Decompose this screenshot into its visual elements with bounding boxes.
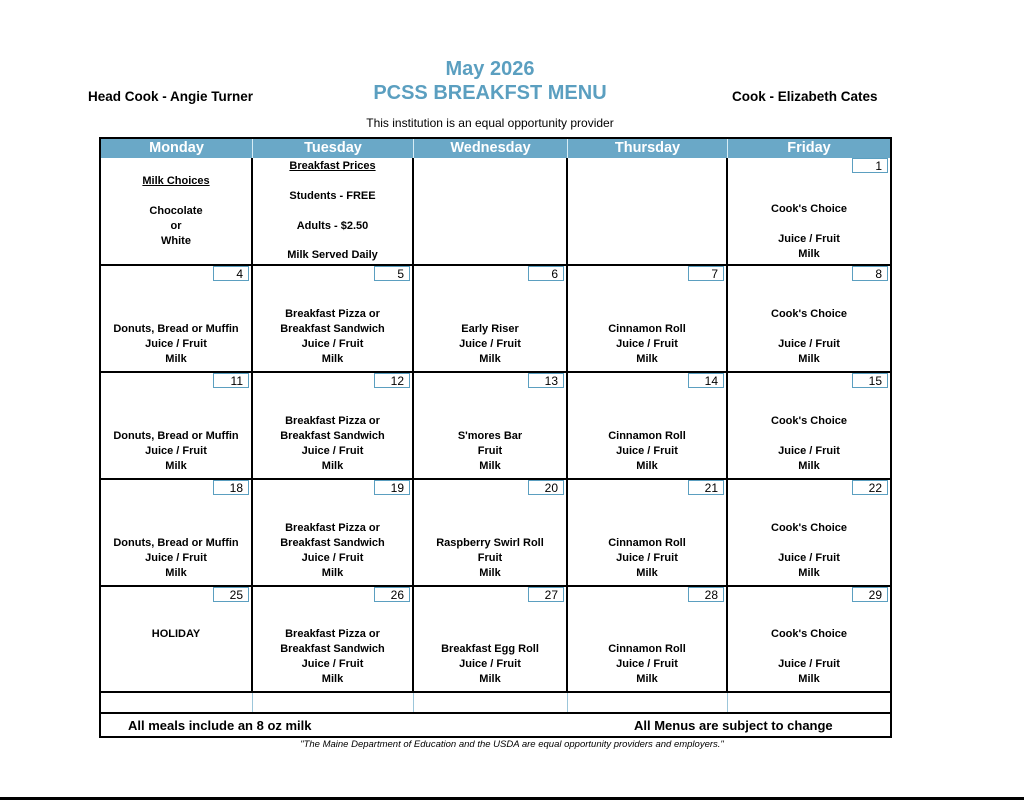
milk-choice-chocolate: Chocolate (149, 205, 203, 217)
menu-item-text: Cinnamon Roll (608, 537, 686, 549)
day-cell (568, 480, 728, 585)
menu-item-text: Milk (479, 673, 501, 685)
day-cell (253, 373, 414, 478)
spacer-cell (414, 693, 568, 712)
menu-item-text: Milk (636, 673, 658, 685)
usda-footnote: "The Maine Department of Education and the USDA are equal opportunity providers and employers." (300, 739, 724, 750)
menu-item-text: Breakfast Sandwich (280, 430, 385, 442)
menu-calendar (99, 137, 892, 738)
menu-item-text: Juice / Fruit (145, 445, 207, 457)
menu-item-text: Milk (636, 353, 658, 365)
menu-item-text: Juice / Fruit (616, 658, 678, 670)
menu-item-text: Fruit (477, 552, 503, 564)
milk-choices-title: Milk Choices (142, 175, 210, 187)
date-number: 19 (374, 480, 410, 495)
meals-include-milk-note: All meals include an 8 oz milk (128, 718, 312, 733)
spacer-cell (253, 693, 414, 712)
menus-subject-to-change-note: All Menus are subject to change (634, 718, 833, 733)
menu-item-text: Donuts, Bread or Muffin (113, 537, 239, 549)
menu-item-text: Milk (636, 567, 658, 579)
date-number: 28 (688, 587, 724, 602)
equal-opportunity-subtitle: This institution is an equal opportunity provider (366, 116, 614, 130)
menu-item-text: Milk (798, 673, 820, 685)
spacer-cell (101, 693, 253, 712)
menu-item-text: Breakfast Sandwich (280, 643, 385, 655)
milk-choice-white: White (161, 235, 191, 247)
milk-choice-or: or (170, 220, 182, 232)
menu-item-text: Cook's Choice (771, 308, 847, 320)
day-cell (253, 587, 414, 691)
date-number: 29 (852, 587, 888, 602)
student-price: Students - FREE (289, 190, 376, 202)
day-cell (728, 480, 890, 585)
menu-item-text: Milk (479, 353, 501, 365)
menu-item-text: Juice / Fruit (616, 445, 678, 457)
spacer-cell (568, 693, 728, 712)
head-cook-label: Head Cook - Angie Turner (88, 89, 254, 104)
menu-item-text: Juice / Fruit (778, 552, 840, 564)
menu-item-text: Cook's Choice (771, 203, 847, 215)
menu-item-text: Juice / Fruit (778, 233, 840, 245)
date-number: 26 (374, 587, 410, 602)
date-number: 4 (213, 266, 249, 281)
menu-item-text: Juice / Fruit (301, 552, 364, 564)
day-cell (253, 480, 414, 585)
date-number: 7 (688, 266, 724, 281)
menu-item-text: Juice / Fruit (778, 445, 840, 457)
menu-item-text: Milk (321, 567, 344, 579)
week-row (101, 478, 890, 585)
day-cell (568, 158, 728, 264)
menu-item-text: Juice / Fruit (301, 658, 364, 670)
menu-item-text: S'mores Bar (457, 430, 523, 442)
day-cell (414, 266, 568, 371)
date-number: 20 (528, 480, 564, 495)
milk-served-daily: Milk Served Daily (287, 249, 378, 261)
day-cell (414, 587, 568, 691)
menu-item-text: Cook's Choice (771, 415, 847, 427)
day-cell (414, 373, 568, 478)
day-cell (101, 480, 253, 585)
day-cell (253, 266, 414, 371)
menu-item-text: Juice / Fruit (459, 338, 521, 350)
menu-item-text: Breakfast Sandwich (280, 537, 385, 549)
menu-item-text: Breakfast Pizza or (285, 308, 380, 320)
menu-item-text: Cook's Choice (771, 628, 847, 640)
day-cell (414, 480, 568, 585)
date-number: 27 (528, 587, 564, 602)
calendar-footer-row (101, 712, 890, 738)
empty-spacer-row (101, 691, 890, 712)
menu-item-text: Juice / Fruit (459, 658, 521, 670)
breakfast-prices-title: Breakfast Prices (289, 160, 376, 172)
weekday-header-friday: Friday (787, 140, 831, 156)
day-cell (728, 373, 890, 478)
menu-item-text: Breakfast Pizza or (285, 628, 380, 640)
week-row (101, 371, 890, 478)
date-number: 25 (213, 587, 249, 602)
date-number: 6 (528, 266, 564, 281)
day-cell (568, 266, 728, 371)
date-number: 8 (852, 266, 888, 281)
date-number: 22 (852, 480, 888, 495)
week-row (101, 264, 890, 371)
day-cell (728, 158, 890, 264)
date-number: 11 (213, 373, 249, 388)
adult-price: Adults - $2.50 (296, 220, 369, 232)
menu-item-text: Breakfast Pizza or (285, 522, 380, 534)
date-number: 13 (528, 373, 564, 388)
menu-item-text: Juice / Fruit (301, 445, 364, 457)
weekday-header-tuesday: Tuesday (253, 139, 414, 158)
weekday-header-wednesday: Wednesday (414, 139, 568, 158)
date-number: 15 (852, 373, 888, 388)
date-number: 14 (688, 373, 724, 388)
menu-item-text: Milk (798, 248, 820, 260)
cook-label: Cook - Elizabeth Cates (732, 89, 878, 104)
weekday-header-monday: Monday (101, 139, 253, 158)
menu-item-text: Cinnamon Roll (608, 323, 686, 335)
menu-item-text: Breakfast Egg Roll (441, 643, 539, 655)
menu-item-text: Juice / Fruit (616, 552, 678, 564)
menu-item-text: Milk (321, 353, 344, 365)
menu-item-text: Donuts, Bread or Muffin (113, 323, 239, 335)
menu-item-text: Milk (636, 460, 658, 472)
day-cell (101, 158, 253, 264)
date-number: 21 (688, 480, 724, 495)
day-cell (414, 158, 568, 264)
menu-item-text: Milk (165, 353, 187, 365)
date-number: 18 (213, 480, 249, 495)
menu-item-text: Juice / Fruit (301, 338, 364, 350)
menu-item-text: Breakfast Pizza or (285, 415, 380, 427)
day-cell (101, 373, 253, 478)
day-cell (101, 587, 253, 691)
menu-item-text: Fruit (477, 445, 503, 457)
menu-item-text: Early Riser (461, 323, 519, 335)
menu-item-text: HOLIDAY (151, 628, 201, 640)
week-row (101, 585, 890, 691)
weekday-header-thursday: Thursday (568, 139, 728, 158)
menu-item-text: Juice / Fruit (145, 338, 207, 350)
menu-item-text: Donuts, Bread or Muffin (113, 430, 239, 442)
menu-item-text: Cook's Choice (771, 522, 847, 534)
menu-item-text: Milk (798, 567, 820, 579)
date-number: 1 (852, 158, 888, 173)
menu-item-text: Juice / Fruit (616, 338, 678, 350)
day-cell (728, 587, 890, 691)
menu-item-text: Cinnamon Roll (608, 430, 686, 442)
day-cell (728, 266, 890, 371)
menu-item-text: Juice / Fruit (778, 658, 840, 670)
menu-item-text: Cinnamon Roll (608, 643, 686, 655)
menu-item-text: Milk (479, 567, 501, 579)
day-cell (568, 587, 728, 691)
menu-item-text: Juice / Fruit (778, 338, 840, 350)
menu-item-text: Milk (798, 460, 820, 472)
menu-item-text: Milk (479, 460, 501, 472)
menu-item-text: Milk (798, 353, 820, 365)
week-row (101, 158, 890, 264)
day-cell (101, 266, 253, 371)
menu-item-text: Milk (321, 673, 344, 685)
menu-month: May 2026 (445, 58, 535, 80)
date-number: 5 (374, 266, 410, 281)
weekday-header-row (101, 139, 890, 158)
menu-title: PCSS BREAKFST MENU (373, 82, 607, 104)
date-number: 12 (374, 373, 410, 388)
day-cell (568, 373, 728, 478)
menu-item-text: Milk (165, 460, 187, 472)
menu-item-text: Milk (165, 567, 187, 579)
day-cell (253, 158, 414, 264)
menu-item-text: Milk (321, 460, 344, 472)
menu-item-text: Raspberry Swirl Roll (436, 537, 544, 549)
menu-item-text: Breakfast Sandwich (280, 323, 385, 335)
spacer-cell (728, 693, 890, 712)
menu-item-text: Juice / Fruit (145, 552, 207, 564)
